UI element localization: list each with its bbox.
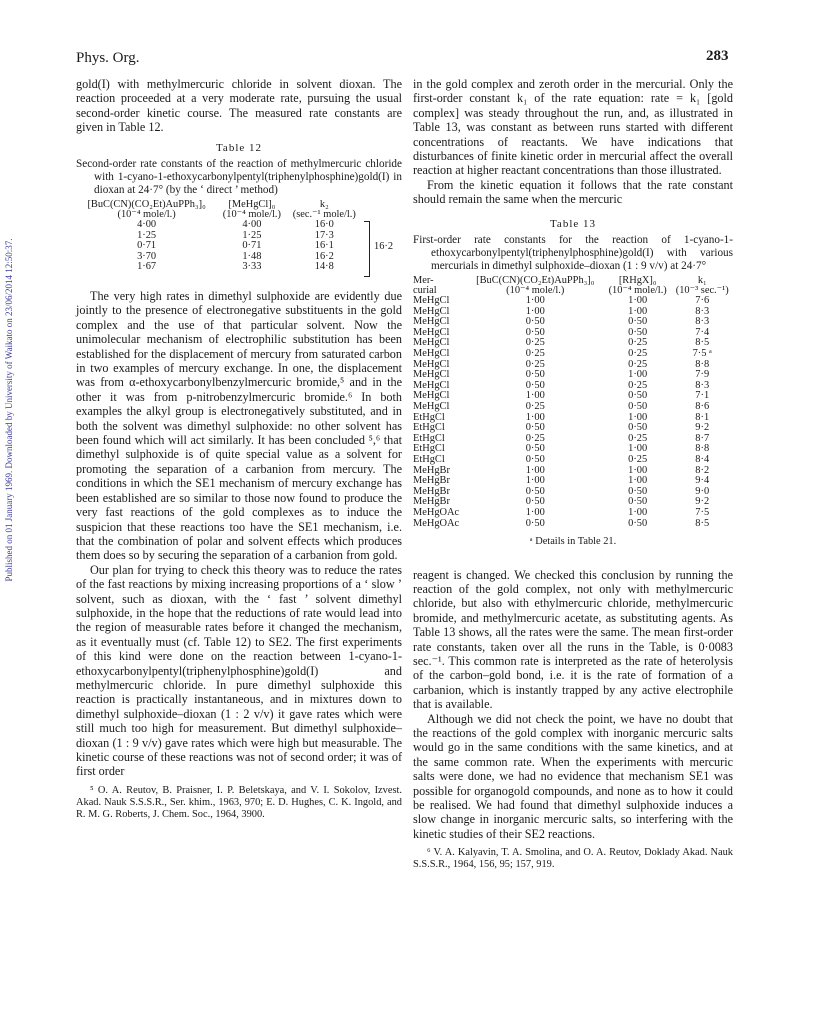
left-paragraph-1: gold(I) with methylmercuric chloride in solvent dioxan. The reaction proceeded at a very moderate rate, pursuing the usual second-order kinetic course. The measured rate constants are given in Table 12. [76, 77, 402, 135]
table12-col3-unit: (sec.⁻¹ mole/l.) [292, 209, 356, 221]
table13-col1-head-2: curial [413, 285, 437, 297]
table-row: MeHgCl 1·00 1·00 8·3 [413, 305, 710, 317]
table-row: MeHgCl 0·50 0·25 8·3 [413, 379, 710, 391]
footnote-6: ⁶ V. A. Kalyavin, T. A. Smolina, and O. A. Reutov, Doklady Akad. Nauk S.S.S.R., 1964, 156, 95; 157, 919. [413, 847, 733, 871]
table-row: MeHgCl 0·50 1·00 7·9 [413, 369, 710, 381]
table-row: MeHgCl 0·25 0·50 8·6 [413, 401, 710, 412]
table-row: 1·25 1·25 17·3 [137, 229, 334, 241]
table-row: MeHgCl 0·50 0·50 7·4 [413, 326, 710, 338]
table12-col1-head: [BuC(CN)(CO₂Et)AuPPh₃]₀ [87, 199, 206, 211]
left-paragraph-2: The very high rates in dimethyl sulphoxide are evidently due jointly to the presence of electronegative substituents in the gold complex and the use of that particular solvent. Now the unimolecular mechanism of electrophilic substitution has been established for the displacement of mercury from saturated carbon in two examples of mercury exchange. In one, the displacement was from α-ethoxycarbonylbenzylmercuric bromide,⁵ and in the other it was from p-nitrobenzylmercuric bromide.⁶ In both examples the alkyl group is electronegatively substituted, and in both the solvent was dimethyl sulphoxide: no other solvent has been found which will act similarly. It has been concluded ⁵,⁶ that dimethyl sulphoxide is of quite special value as a solvent for promoting the separation of a carbanion from mercury. The conditions in which the SE1 mechanism of mercury exchange has been established are so similar to those now found to produce the very fast reactions of the gold complexes as to induce the suspicion that these reactions too have the SE1 mechanism, i.e. that the combination of polar and solvent effects which produces them does so by securing the separation of a carbanion from gold. [76, 289, 402, 563]
table12-col2-head: [MeHgCl]₀ [228, 199, 276, 211]
table-row: 1·67 3·33 14·8 [137, 261, 334, 273]
table13-col4-unit: (10⁻³ sec.⁻¹) [675, 285, 729, 297]
right-column [413, 77, 733, 871]
download-watermark [2, 180, 16, 640]
table-row: MeHgCl 0·25 0·25 8·8 [413, 358, 710, 370]
table-row: 3·70 1·48 16·2 [137, 250, 334, 262]
table12-mean: 16·2 [374, 241, 394, 253]
table13-title: Table 13 [549, 217, 597, 230]
table-row: MeHgBr 1·00 1·00 9·4 [413, 475, 710, 487]
table-row: EtHgCl 0·50 1·00 8·8 [413, 443, 710, 455]
table13 [413, 276, 733, 529]
right-paragraph-2: From the kinetic equation it follows that the rate constant should remain the same when the mercuric [413, 177, 733, 207]
table-row: 0·71 0·71 16·1 [137, 240, 334, 252]
table13-caption: First-order rate constants for the reaction of 1-cyano-1-ethoxycarbonylpentyl(triphenylphosphine)gold(I) with various mercurials in dimethyl sulphoxide–dioxan (1 : 9 v/v) at 24·7° [413, 234, 733, 273]
table12-brace [362, 220, 402, 273]
table-row: MeHgCl 0·25 0·25 7·5 ᵃ [413, 348, 712, 360]
table-row: MeHgBr 0·50 0·50 9·0 [413, 485, 710, 497]
watermark-text: Published on 01 January 1969. Downloaded by University of Waikato on 23/06/2014 12:50:37. [4, 238, 14, 582]
right-paragraph-4: Although we did not check the point, we have no doubt that the reactions of the gold complex with inorganic mercuric salts would go in the same conditions with the same kinetics, and at the same common rate. When the experiments with mercuric salts were done, we had no evidence that mechanism SE1 was possible for organogold compounds, and none as to how it could be realised. We had found that dimethyl sulphoxide induces a slow change in inorganic mercuric salts, so interfering with the kinetic studies of their SE2 reactions. [413, 711, 733, 841]
table-row: MeHgOAc 0·50 0·50 8·5 [413, 517, 710, 529]
table-row: MeHgCl 1·00 1·00 7·6 [413, 295, 710, 307]
table12-title: Table 12 [215, 141, 263, 154]
table-row: 4·00 4·00 16·0 16·2 [76, 220, 402, 231]
table13-footnote: ᵃ Details in Table 21. [529, 536, 617, 548]
journal-header: Phys. Org. [76, 50, 140, 66]
footnote-5: ⁵ O. A. Reutov, B. Praisner, I. P. Beletskaya, and V. I. Sokolov, Izvest. Akad. Nauk S.S.S.R., Ser. khim., 1963, 970; E. D. Hughes, C. K. Ingold, and R. M. G. Roberts, J. Chem. Soc., 1964, 3900. [76, 784, 402, 820]
table13-col2-unit: (10⁻⁴ mole/l.) [506, 285, 565, 297]
table13-col3-unit: (10⁻⁴ mole/l.) [608, 285, 667, 297]
table-row: EtHgCl 1·00 1·00 8·1 [413, 411, 710, 423]
table12-caption: Second-order rate constants of the reaction of methylmercuric chloride with 1-cyano-1-ethoxycarbonylpentyl(triphenylphosphine)gold(I) in dioxan at 24·7° (by the ‘ direct ’ method) [76, 158, 402, 197]
table12-col1-unit: (10⁻⁴ mole/l.) [117, 209, 176, 221]
table-row: MeHgCl 1·00 0·50 7·1 [413, 390, 710, 402]
table-row: EtHgCl 0·50 0·25 8·4 [413, 453, 710, 465]
table-row: MeHgCl 0·25 0·25 8·5 [413, 337, 710, 349]
table-row: MeHgBr 1·00 1·00 8·2 [413, 464, 710, 476]
right-paragraph-1: in the gold complex and zeroth order in the mercurial. Only the first-order constant k₁ of the rate equation: rate = k₁ [gold complex] was steady throughout the run, and, as illustrated in Table 13, was constant as between runs started with different concentrations of reactants. We have indications that disturbances of finite kinetic order in mercurial affect the overall reaction at higher reactant concentrations than those illustrated. [413, 77, 733, 178]
table-row: EtHgCl 0·50 0·50 9·2 [413, 422, 710, 434]
table-row: MeHgCl 0·50 0·50 8·3 [413, 316, 710, 328]
left-paragraph-3: Our plan for trying to check this theory was to reduce the rates of the fast reactions by mixing increasing proportions of a ‘ slow ’ solvent, such as dioxan, with the ‘ fast ’ solvent dimethyl sulphoxide, in the hope that the reductions of rate would lead into the region of measurable rates before it changed the mechanism, as it eventually must (cf. Table 12) to SE2. The first experiments of this kind were done on the reaction between 1-cyano-1-ethoxycarbonylpentyl(triphenylphosphine)gold(I) and methylmercuric chloride. In pure dimethyl sulphoxide this reaction is practically instantaneous, and in mixtures down to dimethyl sulphoxide–dioxan (1 : 2 v/v) it gave rates which were still much too high for measurement. But dimethyl sulphoxide–dioxan (1 : 9 v/v) gave rates which were high but measurable. The kinetic course of these reactions was not of second order; it was of first order [76, 562, 402, 779]
right-paragraph-3: reagent is changed. We checked this conclusion by running the reaction of the gold complex, not only with methylmercuric chloride, but also with ethylmercuric chloride, methylmercuric bromide, and methylmercuric acetate, as substituting agents. As Table 13 shows, all the rates were the same. The mean first-order rate constants, taken over all the runs in the Table, is 0·0083 sec.⁻¹. This common rate is interpreted as the rate of heterolysis of the carbon–gold bond, i.e. it is the rate of formation of a carbanion, which is instantly trapped by any active electrophile that is available. [413, 567, 733, 712]
table12-col3-head: k₂ [319, 199, 329, 211]
table13-col3-head: [RHgX]₀ [618, 275, 657, 287]
page-number: 283 [706, 48, 729, 64]
table-row: MeHgOAc 1·00 1·00 7·5 [413, 506, 710, 518]
table13-col4-head: k₁ [697, 275, 707, 287]
left-column [76, 77, 402, 821]
table-row: MeHgBr 0·50 0·50 9·2 [413, 496, 710, 508]
table12 [76, 200, 402, 273]
table-row: EtHgCl 0·25 0·25 8·7 [413, 432, 710, 444]
table13-col2-head: [BuC(CN)(CO₂Et)AuPPh₃]₀ [476, 275, 595, 287]
table13-col1-head: Mer- [413, 275, 434, 287]
table12-col2-unit: (10⁻⁴ mole/l.) [222, 209, 281, 221]
